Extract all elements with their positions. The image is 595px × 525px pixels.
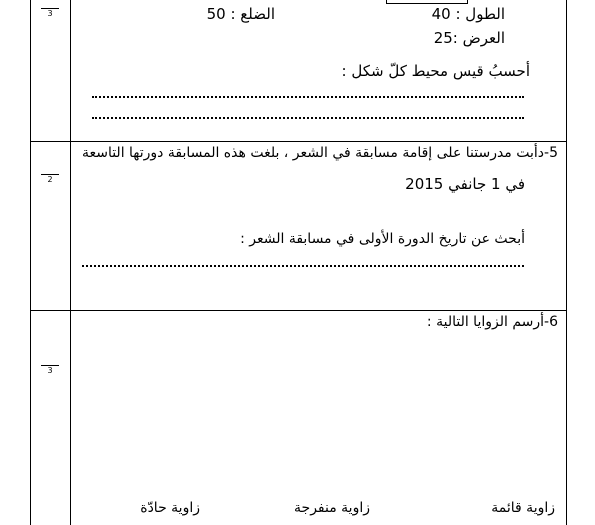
score-column-divider — [70, 0, 71, 525]
angle-label-right: زاوية قائمة — [491, 500, 555, 516]
score-mark-2: . 2 — [30, 174, 70, 185]
score-value: 2 — [47, 175, 53, 184]
problem-6-instruction: 6-أرسم الزوايا التالية : — [426, 314, 558, 330]
perimeter-instruction: أحسبُ قيس محيط كلّ شكل : — [341, 62, 530, 80]
problem-5-text-line1: 5-دأبت مدرستنا على إقامة مسابقة في الشعر ، بلغت هذه المسابقة دورتها التاسعة — [81, 145, 558, 161]
length-label: الطول : 40 — [431, 5, 505, 23]
score-mark-1: . 3 — [30, 8, 70, 19]
angle-label-obtuse: زاوية منفرجة — [294, 500, 370, 516]
section-divider-2 — [30, 310, 567, 311]
angle-label-acute: زاوية حادّة — [140, 500, 200, 516]
side-label: الضلع : 50 — [206, 5, 275, 23]
width-label: العرض :25 — [433, 29, 505, 47]
left-border — [30, 0, 31, 525]
shape-box-edge — [386, 0, 468, 4]
problem-5-question: أبحث عن تاريخ الدورة الأولى في مسابقة الشعر : — [240, 231, 525, 247]
score-mark-3: . 3 — [30, 365, 70, 376]
score-value: 3 — [47, 9, 53, 18]
problem-5-text-line2: في 1 جانفي 2015 — [405, 175, 525, 193]
answer-line — [82, 265, 524, 267]
section-divider-1 — [30, 141, 567, 142]
score-value: 3 — [47, 366, 53, 375]
answer-line — [92, 96, 524, 98]
answer-line — [92, 117, 524, 119]
right-border — [566, 0, 567, 525]
